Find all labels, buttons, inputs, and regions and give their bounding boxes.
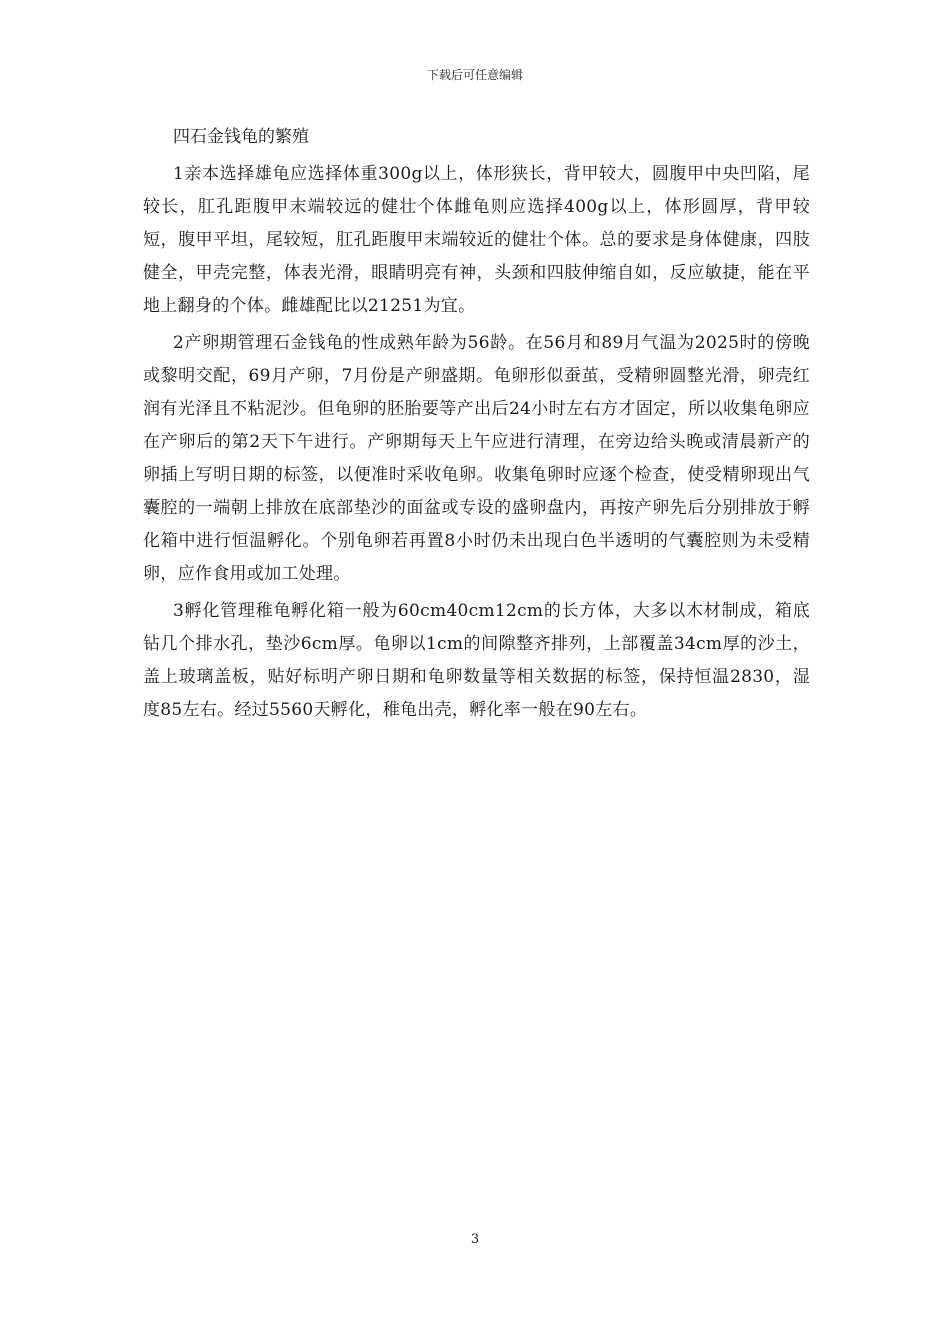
page-header: 下载后可任意编辑 (426, 68, 523, 82)
paragraph-parent-selection: 1亲本选择雄龟应选择体重300g以上，体形狭长，背甲较大，圆腹甲中央凹陷，尾较长，肛孔距腹甲末端较远的健壮个体雌龟则应选择400g以上，体形圆厚，背甲较短，腹甲平坦，尾较短，肛孔距腹甲末端较近的健壮个体。总的要求是身体健康，四肢健全，甲壳完整，体表光滑，眼睛明亮有神，头颈和四肢伸缩自如，反应敏捷，能在平地上翻身的个体。雌雄配比以21251为宜。 (143, 164, 810, 316)
document-body (143, 121, 810, 731)
paragraph-spawning-management: 2产卵期管理石金钱龟的性成熟年龄为56龄。在56月和89月气温为2025时的傍晚或黎明交配，69月产卵，7月份是产卵盛期。龟卵形似蚕茧，受精卵圆整光滑，卵壳红润有光泽且不粘泥沙。但龟卵的胚胎要等产出后24小时左右方才固定，所以收集龟卵应在产卵后的第2天下午进行。产卵期每天上午应进行清理，在旁边给头晚或清晨新产的卵插上写明日期的标签，以便准时采收龟卵。收集龟卵时应逐个检查，使受精卵现出气囊腔的一端朝上排放在底部垫沙的面盆或专设的盛卵盘内，再按产卵先后分别排放于孵化箱中进行恒温孵化。个别龟卵若再置8小时仍未出现白色半透明的气囊腔则为未受精卵，应作食用或加工处理。 (143, 333, 810, 584)
paragraph-incubation-management: 3孵化管理稚龟孵化箱一般为60cm40cm12cm的长方体，大多以木材制成，箱底钻几个排水孔，垫沙6cm厚。龟卵以1cm的间隙整齐排列，上部覆盖34cm厚的沙土，盖上玻璃盖板，贴好标明产卵日期和龟卵数量等相关数据的标签，保持恒温2830，湿度85左右。经过5560天孵化，稚龟出壳，孵化率一般在90左右。 (143, 601, 810, 720)
section-heading: 四石金钱龟的繁殖 (173, 127, 309, 147)
page-number: 3 (470, 1232, 480, 1247)
